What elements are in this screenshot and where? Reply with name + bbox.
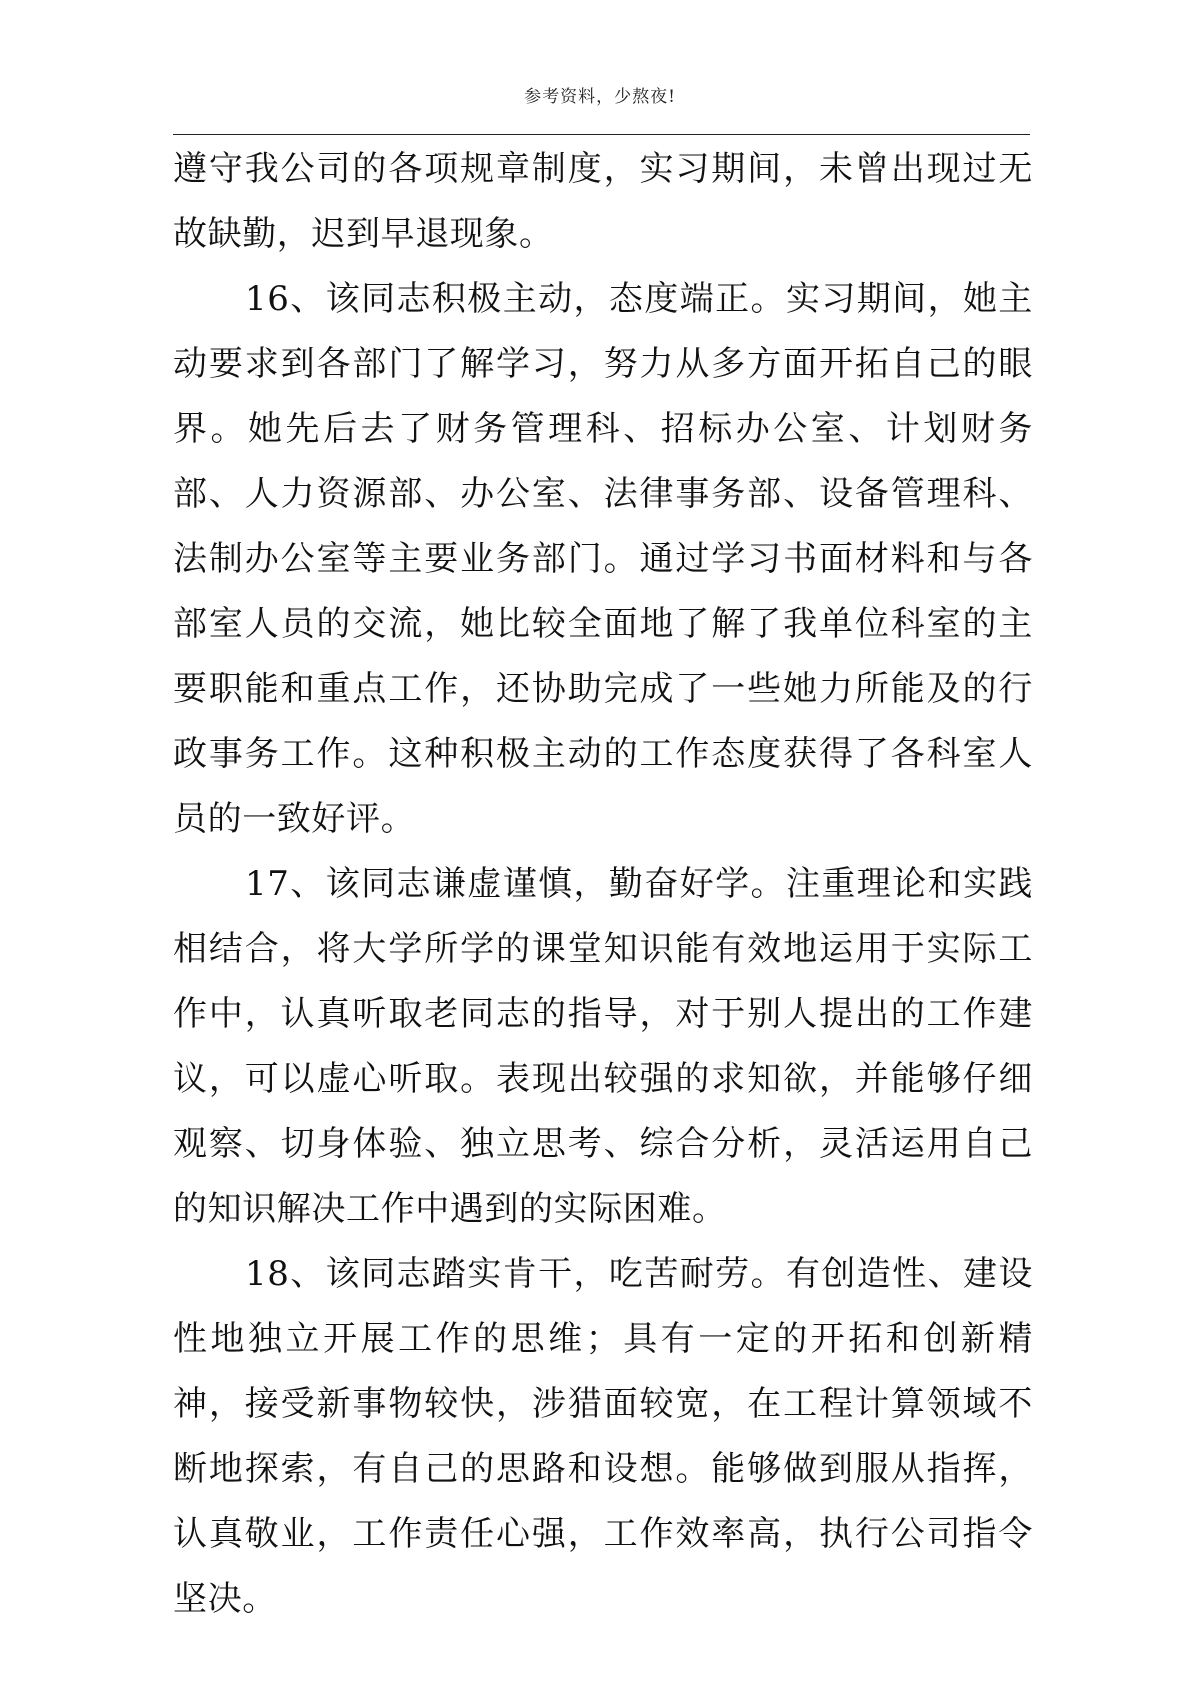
paragraph-16: 16、该同志积极主动，态度端正。实习期间，她主动要求到各部门了解学习，努力从多方面开拓自己的眼界。她先后去了财务管理科、招标办公室、计划财务部、人力资源部、办公室、法律事务部、设备管理科、法制办公室等主要业务部门。通过学习书面材料和与各部室人员的交流，她比较全面地了解了我单位科室的主要职能和重点工作，还协助完成了一些她力所能及的行政事务工作。这种积极主动的工作态度获得了各科室人员的一致好评。	[173, 279, 1033, 839]
paragraph-17: 17、该同志谦虚谨慎，勤奋好学。注重理论和实践相结合，将大学所学的课堂知识能有效地运用于实际工作中，认真听取老同志的指导，对于别人提出的工作建议，可以虚心听取。表现出较强的求知欲，并能够仔细观察、切身体验、独立思考、综合分析，灵活运用自己的知识解决工作中遇到的实际困难。	[173, 864, 1033, 1229]
paragraph-18: 18、该同志踏实肯干，吃苦耐劳。有创造性、建设性地独立开展工作的思维；具有一定的开拓和创新精神，接受新事物较快，涉猎面较宽，在工程计算领域不断地探索，有自己的思路和设想。能够做到服从指挥，认真敬业，工作责任心强，工作效率高，执行公司指令坚决。	[173, 1254, 1033, 1619]
header-divider	[173, 134, 1030, 135]
paragraph-continuation: 遵守我公司的各项规章制度，实习期间，未曾出现过无故缺勤，迟到早退现象。	[173, 149, 1033, 254]
page-header: 参考资料，少熬夜!	[524, 87, 676, 107]
document-body	[173, 137, 1033, 1632]
